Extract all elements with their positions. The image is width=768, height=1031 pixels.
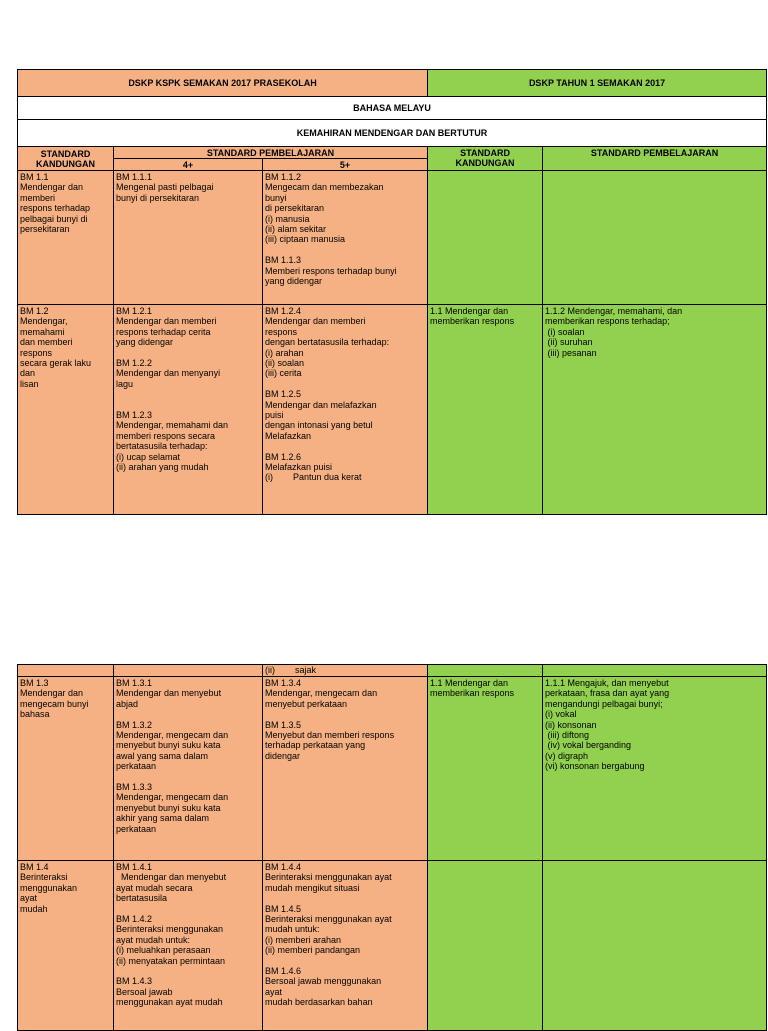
cell-line: puisi — [265, 410, 284, 421]
cell-line: bunyi — [265, 192, 287, 203]
cell-line: BM 1.2.2 — [116, 358, 153, 369]
cell-line: perkataan, frasa dan ayat yang — [545, 688, 670, 699]
cell-line: BM 1.2.1 — [116, 306, 153, 316]
cell-line: BM 1.3.1 — [116, 678, 153, 688]
cell-line: Mendengar dan melafazkan — [265, 399, 377, 410]
row-bm12-sk-t1 — [428, 305, 543, 515]
row-bm12-sk — [18, 305, 114, 515]
cell-line — [116, 904, 260, 914]
cell-line: BM 1.4.3 — [116, 976, 153, 987]
cell-line: (ii) sajak — [265, 665, 317, 675]
row-bm11-sp5 — [263, 171, 428, 305]
cell-line: menyebut bunyi suku kata — [116, 740, 221, 751]
cell-line — [116, 348, 260, 358]
row-bm14-sp4 — [114, 861, 263, 1031]
cell-line: BM 1.4.5 — [265, 903, 302, 914]
cell-line: (i) vokal — [545, 709, 577, 720]
cell-line: Mengenal pasti pelbagai — [116, 182, 214, 193]
cell-line: persekitaran — [20, 224, 70, 235]
cell-line: Mendengar, mengecam dan — [265, 688, 378, 699]
row-bm13-sk — [18, 677, 114, 861]
cell-line: BM 1.4.1 — [116, 862, 153, 872]
cell-line: BM 1.4.6 — [265, 966, 302, 977]
cell-line: abjad — [116, 698, 139, 709]
cell-line: (i) soalan — [545, 326, 585, 337]
cell-line: BM 1.2.6 — [265, 451, 302, 462]
cell-line: Mendengar, — [20, 316, 68, 327]
cell-line: Memberi respons terhadap bunyi — [265, 265, 397, 276]
cell-line — [265, 709, 425, 719]
cell-line: 1.1 Mendengar dan — [430, 678, 509, 688]
cell-line: (vi) konsonan bergabung — [545, 761, 645, 772]
cell-line: memberi — [20, 192, 56, 203]
cont-sk — [18, 665, 114, 677]
cont-sp5 — [263, 665, 428, 677]
cell-line: (ii) konsonan — [545, 719, 597, 730]
cell-line: di persekitaran — [265, 203, 325, 214]
cell-line: mudah berdasarkan bahan — [265, 997, 373, 1008]
cell-line: bertatasusila — [116, 893, 168, 904]
row-bm13-sp-t1 — [543, 677, 767, 861]
cell-line: Berinteraksi menggunakan ayat — [265, 872, 392, 883]
cell-line: Mendengar, mengecam dan — [116, 792, 229, 803]
cell-line: dengan bertatasusila terhadap: — [265, 337, 390, 348]
cell-line: perkataan — [116, 823, 157, 834]
cell-line: secara gerak laku — [20, 358, 92, 369]
cell-line: awal yang sama dalam — [116, 750, 209, 761]
cell-line: BM 1.2.5 — [265, 389, 302, 400]
cell-line: mudah mengikut situasi — [265, 882, 360, 893]
header-tahun1: DSKP TAHUN 1 SEMAKAN 2017 — [428, 70, 767, 97]
cell-line: respons terhadap cerita — [116, 326, 211, 337]
cell-line: (ii) memberi pandangan — [265, 945, 361, 956]
cell-line: ayat — [265, 986, 283, 997]
cell-line: BM 1.1.2 — [265, 172, 302, 182]
cell-line: Melafazkan puisi — [265, 462, 333, 473]
cell-line — [116, 709, 260, 719]
cell-line: (ii) menyatakan permintaan — [116, 955, 226, 966]
row-bm14-sk-t1 — [428, 861, 543, 1031]
cell-line: memahami — [20, 326, 65, 337]
cell-line: Mendengar dan memberi — [116, 316, 217, 327]
cell-line: (v) digraph — [545, 750, 589, 761]
cell-line: (i) meluahkan perasaan — [116, 945, 211, 956]
cell-line: Menyebut dan memberi respons — [265, 730, 395, 741]
cell-line: BM 1.1.3 — [265, 255, 302, 266]
cell-line: Mendengar dan memberi — [265, 316, 366, 327]
row-bm11-sk-t1 — [428, 171, 543, 305]
cont-sp4 — [114, 665, 263, 677]
dskp-table-1 — [17, 69, 767, 515]
cell-line — [265, 893, 425, 903]
cell-line: BM 1.4 — [20, 862, 49, 872]
cell-line: Bersoal jawab menggunakan — [265, 976, 382, 987]
cell-line — [265, 956, 425, 966]
col-standard-pembelajaran-t1: STANDARD PEMBELAJARAN — [543, 147, 767, 171]
cell-line: Berinteraksi — [20, 872, 68, 883]
cell-line: (ii) arahan yang mudah — [116, 462, 209, 473]
cell-line: dengan intonasi yang betul — [265, 420, 373, 431]
cell-line: 1.1.1 Mengajuk, dan menyebut — [545, 678, 669, 688]
cell-line: menyebut perkataan — [265, 698, 348, 709]
row-bm13-sp5 — [263, 677, 428, 861]
row-bm12-sp-t1 — [543, 305, 767, 515]
cell-line: Mendengar dan menyanyi — [116, 368, 221, 379]
cell-line: BM 1.3 — [20, 678, 49, 688]
cell-line: (iii) ciptaan manusia — [265, 234, 346, 245]
cell-line: (i) Pantun dua kerat — [265, 472, 362, 483]
cell-line: BM 1.2 — [20, 306, 49, 316]
cell-line: (iii) cerita — [265, 368, 302, 379]
cell-line: memberikan respons — [430, 316, 515, 327]
cell-line — [265, 245, 425, 255]
cell-line: 1.1.2 Mendengar, memahami, dan — [545, 306, 683, 316]
skill-title: KEMAHIRAN MENDENGAR DAN BERTUTUR — [18, 120, 767, 147]
cell-line: menggunakan — [20, 882, 78, 893]
row-bm12-sp4 — [114, 305, 263, 515]
row-bm13-sk-t1 — [428, 677, 543, 861]
cell-line — [116, 389, 260, 399]
cell-line: menyebut bunyi suku kata — [116, 802, 221, 813]
cell-line — [116, 772, 260, 782]
cell-line: BM 1.3.4 — [265, 678, 302, 688]
col-standard-kandungan: STANDARD KANDUNGAN — [18, 147, 114, 171]
cell-line: 1.1 Mendengar dan — [430, 306, 509, 316]
cell-line: ayat mudah untuk: — [116, 934, 191, 945]
col-4plus: 4+ — [114, 159, 263, 171]
cell-line: memberikan respons terhadap; — [545, 316, 670, 327]
cell-line: (ii) suruhan — [545, 337, 593, 348]
row-bm14-sk — [18, 861, 114, 1031]
row-bm11-sp4 — [114, 171, 263, 305]
row-bm13-sp4 — [114, 677, 263, 861]
cell-line: mengecam bunyi — [20, 698, 89, 709]
cell-line: mengandungi pelbagai bunyi; — [545, 698, 663, 709]
cell-line: Mendengar, mengecam dan — [116, 730, 229, 741]
col-standard-pembelajaran: STANDARD PEMBELAJARAN — [114, 147, 428, 159]
cell-line: BM 1.4.2 — [116, 914, 153, 925]
cont-sk-t1 — [428, 665, 543, 677]
cell-line: BM 1.3.2 — [116, 719, 153, 730]
cell-line: Mendengar dan — [20, 182, 84, 193]
cell-line: ayat mudah secara — [116, 882, 193, 893]
cell-line: (iii) diftong — [545, 730, 590, 741]
cell-line: akhir yang sama dalam — [116, 813, 210, 824]
col-standard-kandungan-t1: STANDARD KANDUNGAN — [428, 147, 543, 171]
cell-line: dan — [20, 368, 36, 379]
cell-line: respons terhadap — [20, 203, 91, 214]
cell-line: respons — [20, 347, 53, 358]
cell-line: Mendengar dan — [20, 688, 84, 699]
cell-line: Mendengar, memahami dan — [116, 420, 229, 431]
cell-line: (i) arahan — [265, 347, 304, 358]
cell-line: lisan — [20, 378, 39, 389]
cell-line: BM 1.4.4 — [265, 862, 302, 872]
cell-line: memberi respons secara — [116, 430, 216, 441]
cell-line: BM 1.1 — [20, 172, 49, 182]
row-bm11-sk — [18, 171, 114, 305]
cell-line: BM 1.3.3 — [116, 782, 153, 793]
cell-line: Melafazkan — [265, 430, 312, 441]
header-kspk: DSKP KSPK SEMAKAN 2017 PRASEKOLAH — [18, 70, 428, 97]
cell-line: mudah — [20, 903, 48, 914]
cell-line: Mengecam dan membezakan — [265, 182, 384, 193]
cell-line: didengar — [265, 750, 301, 761]
cell-line: dan memberi — [20, 337, 73, 348]
cell-line: terhadap perkataan yang — [265, 740, 366, 751]
cell-line: Mendengar dan menyebut — [116, 872, 227, 883]
cell-line: yang didengar — [265, 276, 323, 287]
cell-line: BM 1.3.5 — [265, 719, 302, 730]
cell-line — [116, 966, 260, 976]
cell-line: perkataan — [116, 761, 157, 772]
cell-line: (ii) soalan — [265, 358, 305, 369]
cell-line: bunyi di persekitaran — [116, 192, 200, 203]
cell-line: bertatasusila terhadap: — [116, 441, 208, 452]
cell-line — [265, 379, 425, 389]
cell-line: BM 1.2.3 — [116, 410, 153, 421]
cell-line: mudah untuk: — [265, 924, 320, 935]
subject-title: BAHASA MELAYU — [18, 97, 767, 120]
col-5plus: 5+ — [263, 159, 428, 171]
cell-line: menggunakan ayat mudah — [116, 997, 223, 1008]
cell-line: yang didengar — [116, 337, 174, 348]
dskp-table-2 — [17, 664, 767, 1031]
cell-line: Berinteraksi menggunakan — [116, 924, 224, 935]
row-bm12-sp5 — [263, 305, 428, 515]
cell-line: memberikan respons — [430, 688, 515, 699]
cell-line — [265, 441, 425, 451]
cell-line: (iii) pesanan — [545, 347, 597, 358]
row-bm11-sp-t1 — [543, 171, 767, 305]
row-bm14-sp-t1 — [543, 861, 767, 1031]
cell-line: pelbagai bunyi di — [20, 213, 88, 224]
cell-line: Bersoal jawab — [116, 986, 173, 997]
cell-line: bahasa — [20, 709, 50, 720]
cell-line: Mendengar dan menyebut — [116, 688, 222, 699]
cell-line: (iv) vokal berganding — [545, 740, 632, 751]
cell-line: BM 1.2.4 — [265, 306, 302, 316]
cell-line: (ii) alam sekitar — [265, 224, 327, 235]
cell-line: (i) manusia — [265, 213, 310, 224]
cont-sp-t1 — [543, 665, 767, 677]
cell-line — [116, 400, 260, 410]
cell-line: (i) memberi arahan — [265, 934, 342, 945]
cell-line: respons — [265, 326, 298, 337]
row-bm14-sp5 — [263, 861, 428, 1031]
cell-line: lagu — [116, 378, 134, 389]
cell-line: ayat — [20, 893, 38, 904]
cell-line: (i) ucap selamat — [116, 451, 181, 462]
cell-line: BM 1.1.1 — [116, 172, 153, 182]
cell-line: Berinteraksi menggunakan ayat — [265, 914, 392, 925]
